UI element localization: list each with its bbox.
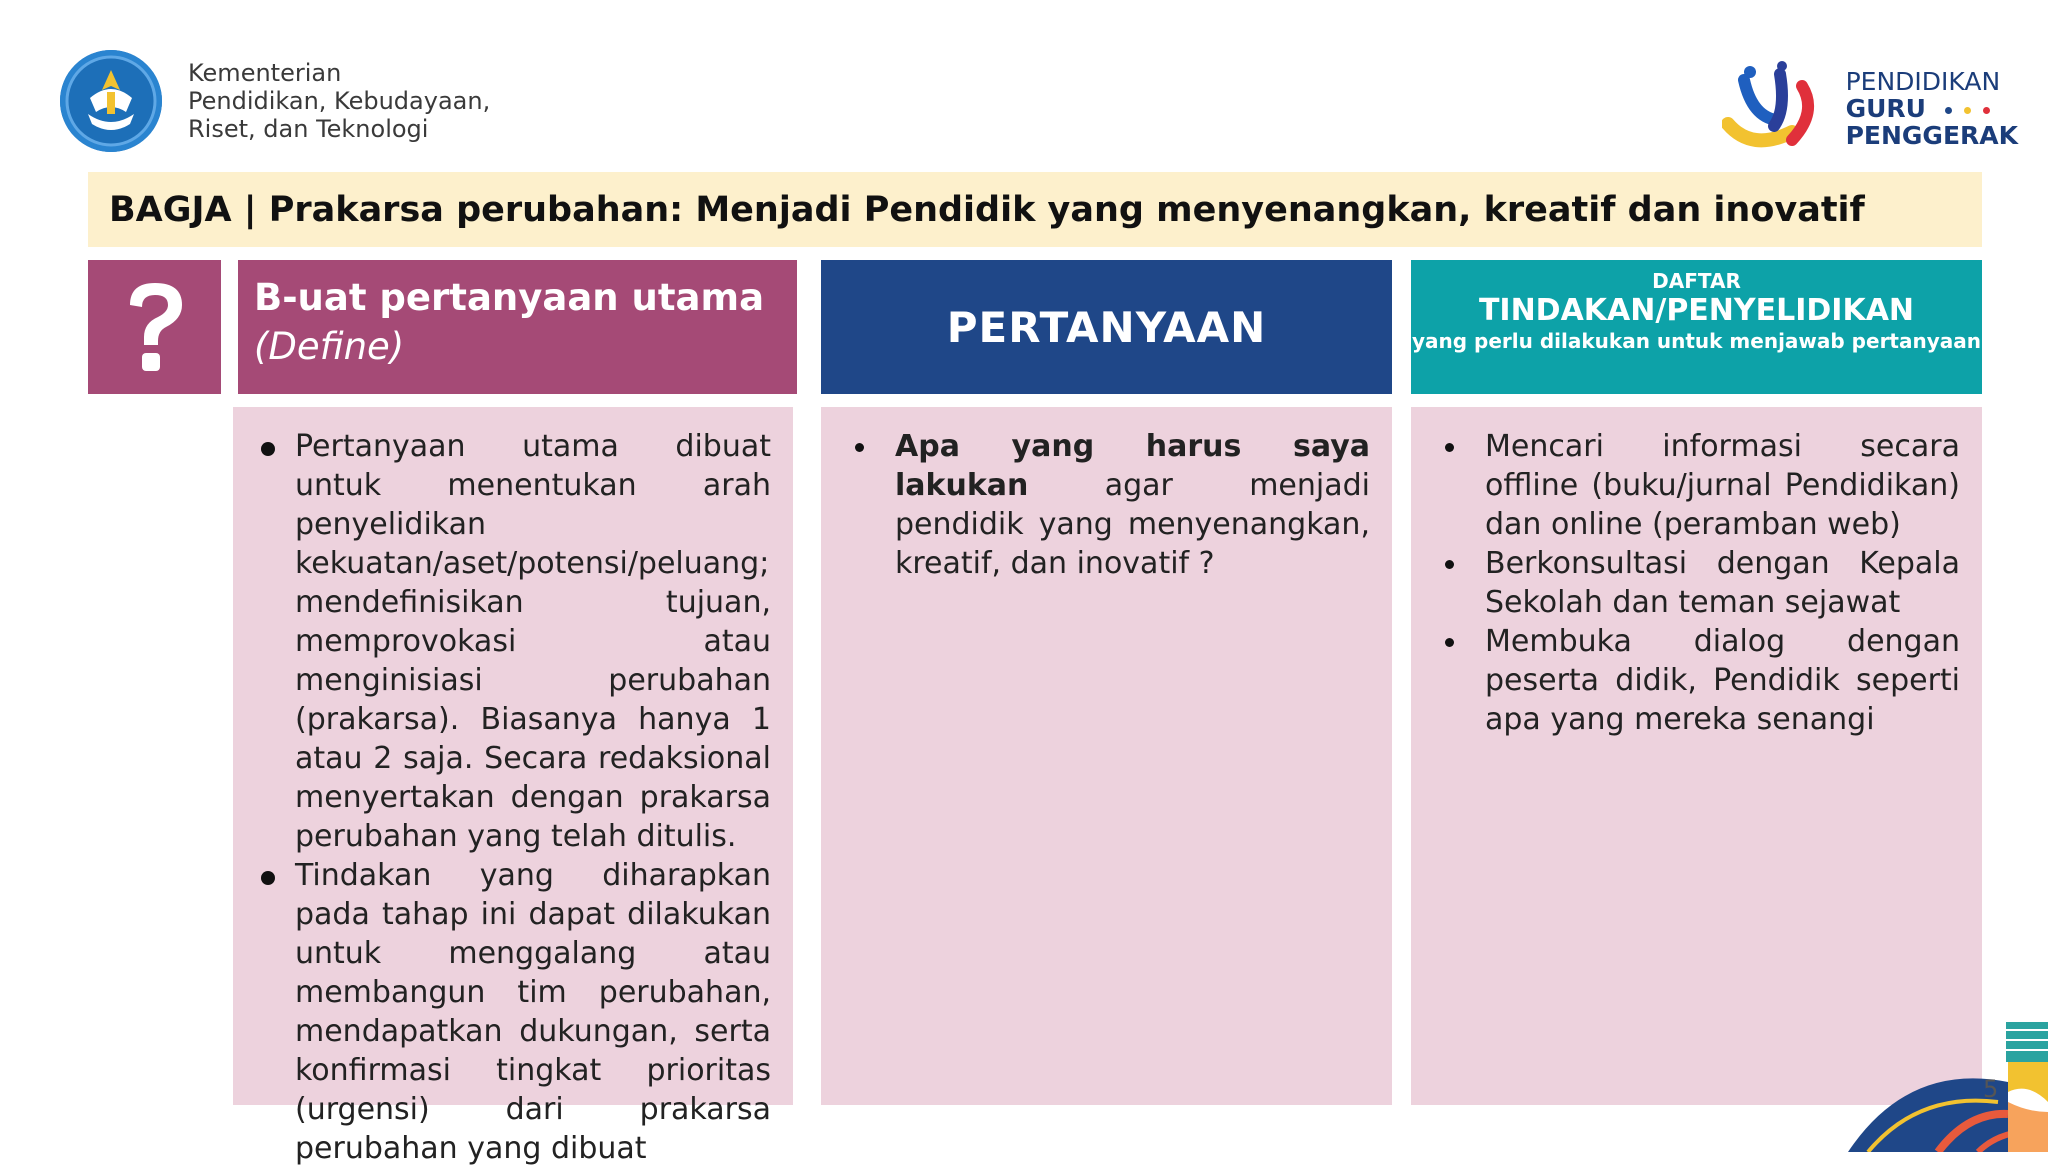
define-header	[238, 260, 797, 394]
define-bullet-list	[253, 427, 771, 1168]
actions-heading-sub: yang perlu dilakukan untuk menjawab pertanyaan	[1411, 329, 1981, 353]
ministry-logo-block	[60, 50, 490, 152]
list-item: Berkonsultasi dengan Kepala Sekolah dan teman sejawat	[1429, 544, 1960, 622]
list-item: Membuka dialog dengan peserta didik, Pendidik seperti apa yang mereka senangi	[1429, 622, 1960, 739]
question-body	[821, 407, 1392, 1105]
actions-heading-big: TINDAKAN/PENYELIDIKAN	[1478, 293, 1915, 328]
page-number: 5	[1983, 1075, 1999, 1103]
ministry-line-2: Pendidikan, Kebudayaan,	[188, 87, 491, 115]
list-item: Tindakan yang diharapkan pada tahap ini dapat dilakukan untuk menggalang atau membangun tim perubahan, mendapatkan dukungan, serta konfirmasi tingkat prioritas (urgensi) dari prakarsa perubahan yang dibuat	[253, 856, 771, 1168]
program-line-1: PENDIDIKAN	[1845, 66, 2001, 96]
question-rest-text: agar menjadi pendidik yang menyenangkan, kreatif, dan inovatif ?	[895, 468, 1370, 581]
program-line-2-row	[1846, 95, 2018, 122]
question-bullet-list	[839, 427, 1370, 583]
question-mark-box	[88, 260, 221, 394]
question-bold-text: Apa yang harus saya lakukan	[895, 429, 1370, 503]
question-header	[821, 260, 1392, 394]
define-body	[233, 407, 793, 1166]
slide-title: BAGJA | Prakarsa perubahan: Menjadi Pendidik yang menyenangkan, kreatif dan inovatif	[109, 189, 1865, 230]
guru-penggerak-logo	[1722, 60, 1832, 156]
guru-penggerak-logo-block	[1722, 60, 2018, 156]
ministry-name	[188, 59, 490, 143]
define-subheading: (Define)	[254, 325, 405, 368]
question-mark-icon	[120, 279, 190, 375]
program-line-2: GURU	[1845, 93, 1926, 123]
tut-wuri-handayani-logo	[60, 50, 162, 152]
ministry-line-3: Riset, dan Teknologi	[188, 115, 429, 143]
actions-header	[1411, 260, 1982, 394]
list-item: Pertanyaan utama dibuat untuk menentukan arah penyelidikan kekuatan/aset/potensi/peluang; mendefinisikan tujuan, memprovokasi atau menginisiasi perubahan (prakarsa). Biasanya hanya 1 atau 2 saja. Secara redaksional menyertakan dengan prakarsa perubahan yang telah ditulis.	[253, 427, 771, 856]
program-line-3: PENGGERAK	[1845, 120, 2018, 150]
slide-title-bar	[88, 172, 1982, 247]
list-item	[839, 427, 1370, 583]
actions-bullet-list	[1429, 427, 1960, 739]
decorative-dots	[1945, 95, 2002, 122]
list-item: Mencari informasi secara offline (buku/jurnal Pendidikan) dan online (peramban web)	[1429, 427, 1960, 544]
ministry-line-1: Kementerian	[188, 59, 342, 87]
question-heading: PERTANYAAN	[946, 302, 1267, 352]
guru-penggerak-wordmark	[1846, 68, 2018, 149]
actions-heading-small: DAFTAR	[1652, 269, 1741, 293]
decorative-corner-pattern	[1788, 952, 2048, 1152]
define-heading: B-uat pertanyaan utama	[254, 276, 765, 319]
